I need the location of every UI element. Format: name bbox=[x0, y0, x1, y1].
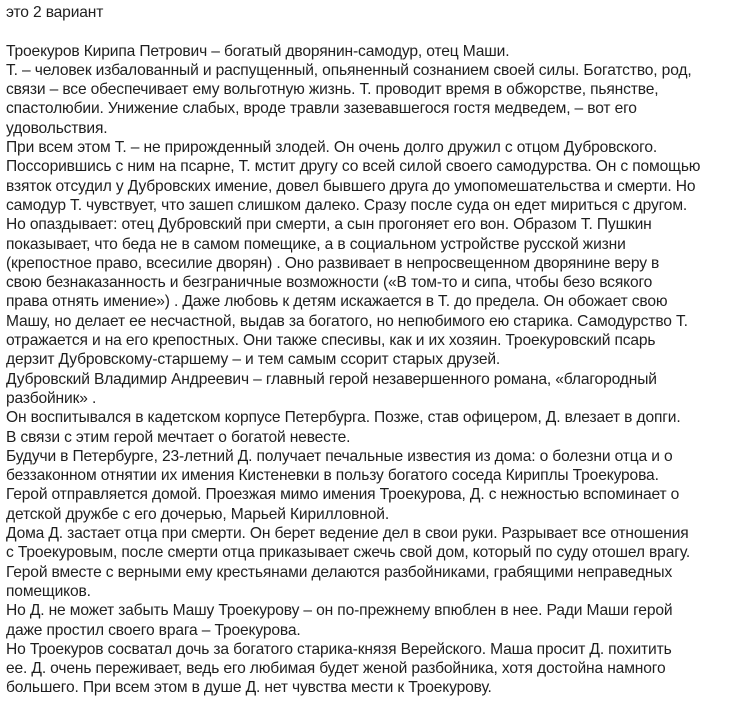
text-line: Будучи в Петербурге, 23-летний Д. получает печальные известия из дома: о болезни отца и о bbox=[6, 447, 673, 465]
text-line: Но опаздывает: отец Дубровский при смерти, а сын прогоняет его вон. Образом Т. Пушкин bbox=[6, 216, 652, 234]
text-line: удовольствия. bbox=[6, 119, 108, 137]
text-line: большего. При всем этом в душе Д. нет чувства мести к Троекурову. bbox=[6, 679, 492, 697]
blank-line bbox=[6, 22, 737, 41]
text-line: Герой отправляется домой. Проезжая мимо имения Троекурова, Д. с нежностью вспоминает о bbox=[6, 486, 680, 504]
text-line: Троекуров Кирипа Петрович – богатый дворянин-самодур, отец Маши. bbox=[6, 42, 510, 60]
text-line: Дома Д. застает отца при смерти. Он берет ведение дел в свои руки. Разрывает все отношения bbox=[6, 525, 689, 543]
text-line: (крепостное право, всесилие дворян) . Оно развивает в непросвещенном дворянине веру в bbox=[6, 254, 660, 272]
text-line: дерзит Дубровскому-старшему – и тем самым ссорит старых друзей. bbox=[6, 351, 501, 369]
text-line: В связи с этим герой мечтает о богатой невесте. bbox=[6, 428, 351, 446]
text-line: детской дружбе с его дочерью, Марьей Кирилловной. bbox=[6, 505, 390, 523]
text-line: Т. – человек избалованный и распущенный, опьяненный сознанием своей силы. Богатство, род, bbox=[6, 61, 692, 79]
text-line: взяток отсудил у Дубровских имение, довел бывшего друга до умопомешательства и смерти. Но bbox=[6, 177, 696, 195]
text-line: связи – все обеспечивает ему вольготную жизнь. Т. проводит время в обжорстве, пьянстве, bbox=[6, 81, 659, 99]
text-line: Машу, но делает ее несчастной, выдав за богатого, но непюбимого ею старика. Самодурство Т. bbox=[6, 312, 688, 330]
text-line: спастолюбии. Унижение слабых, вроде травли зазевавшегося гостя медведем, – вот его bbox=[6, 100, 637, 118]
text-line: Но Д. не может забыть Машу Троекурову – он по-прежнему впюблен в нее. Ради Маши герой bbox=[6, 602, 673, 620]
text-line: показывает, что беда не в самом помещике, а в социальном устройстве русской жизни bbox=[6, 235, 626, 253]
text-line: Он воспитывался в кадетском корпусе Петербурга. Позже, став офицером, Д. влезает в допги. bbox=[6, 409, 681, 427]
text-line: беззаконном отнятии их имения Кистеневки в пользу богатого соседа Кириплы Троекурова. bbox=[6, 467, 659, 485]
text-line: При всем этом Т. – не прирожденный злодей. Он очень долго дружил с отцом Дубровского. bbox=[6, 139, 658, 157]
text-line: ее. Д. очень переживает, ведь его любимая будет женой разбойника, хотя достойна намного bbox=[6, 660, 666, 678]
text-line: с Троекуровым, после смерти отца приказывает сжечь свой дом, который по суду отошел врагу. bbox=[6, 544, 691, 562]
text-line: самодур Т. чувствует, что зашеп слишком далеко. Сразу после суда он едет мириться с другом. bbox=[6, 196, 688, 214]
text-line: разбойник» . bbox=[6, 389, 97, 407]
text-line: Дубровский Владимир Андреевич – главный герой незавершенного романа, «благородный bbox=[6, 370, 657, 388]
text-line: даже простил своего врага – Троекурова. bbox=[6, 621, 301, 639]
text-line: Но Троекуров сосватал дочь за богатого старика-князя Верейского. Маша просит Д. похитить bbox=[6, 640, 672, 658]
text-line: права отнять имение») . Даже любовь к детям искажается в Т. до предела. Он обожает свою bbox=[6, 293, 668, 311]
variant-heading: это 2 вариант bbox=[6, 4, 104, 21]
text-line: Герой вместе с верными ему крестьянами делаются разбойниками, грабящими неправедных bbox=[6, 563, 673, 581]
text-line: отражается и на его крепостных. Они также спесивы, как и их хозяин. Троекуровский псарь bbox=[6, 332, 656, 350]
text-line: помещиков. bbox=[6, 582, 91, 600]
text-line: Поссорившись с ним на псарне, Т. мстит другу со всей силой своего самодурства. Он с помощью bbox=[6, 158, 701, 176]
document-body bbox=[6, 42, 737, 698]
text-line: свою безнаказанность и безграничные возможности («В том-то и сипа, чтобы безо всякого bbox=[6, 274, 653, 292]
